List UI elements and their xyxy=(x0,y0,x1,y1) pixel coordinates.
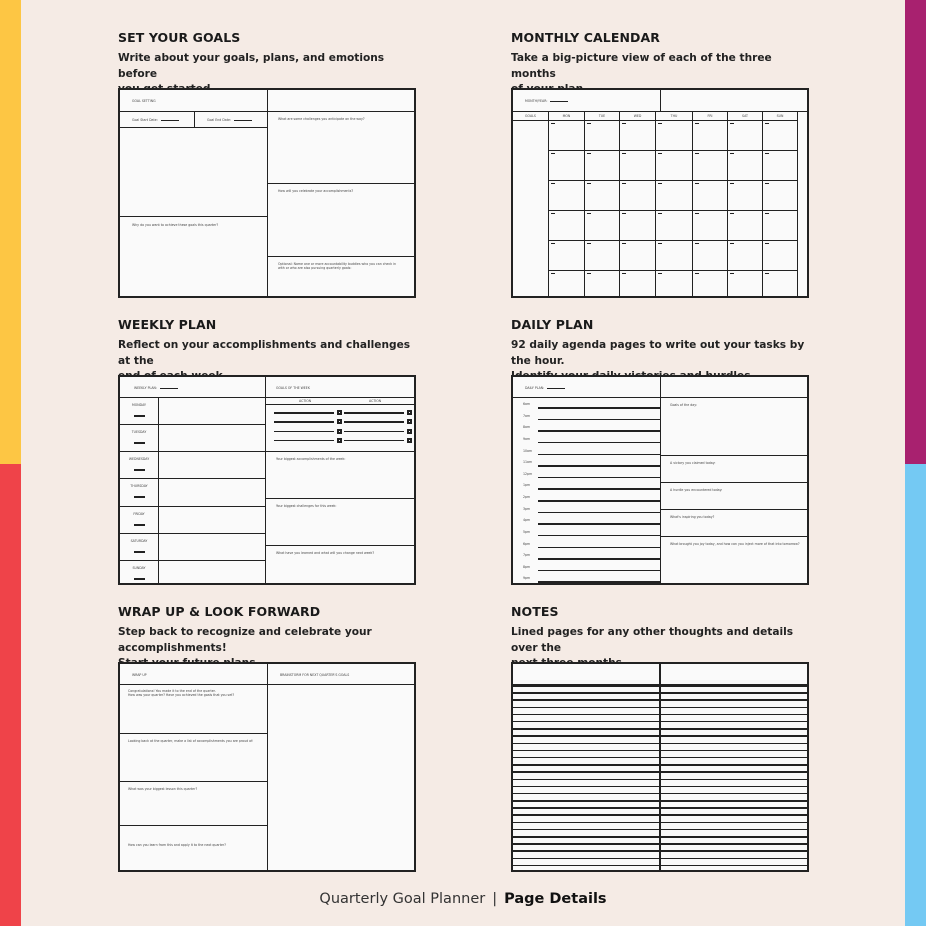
calendar-day-cell xyxy=(584,120,620,151)
accent-stripe-right-top xyxy=(905,0,926,464)
footer-separator: | xyxy=(492,891,498,907)
date-mark xyxy=(622,153,626,154)
calendar-column-header: FRI xyxy=(692,111,728,121)
date-underline xyxy=(134,524,145,526)
hour-label: 3pm xyxy=(523,506,531,511)
note-line xyxy=(513,685,809,687)
hour-label: 9pm xyxy=(523,576,531,581)
date-mark xyxy=(765,273,769,274)
checkbox-icon xyxy=(407,438,412,443)
date-mark xyxy=(587,243,591,244)
date-mark xyxy=(587,213,591,214)
hour-line xyxy=(538,558,660,560)
accomplishments-box: Your biggest accomplishments of the week: xyxy=(265,451,416,499)
date-mark xyxy=(765,153,769,154)
section-monthly-calendar xyxy=(511,31,811,301)
note-line xyxy=(513,858,809,860)
weekday-label-cell: SATURDAY xyxy=(119,533,159,561)
calendar-day-cell xyxy=(655,240,693,271)
action-line xyxy=(274,440,334,442)
hour-line xyxy=(538,477,660,479)
celebrate-box: How will you celebrate your accomplishments? xyxy=(267,183,416,257)
date-underline xyxy=(134,415,145,417)
checkbox-icon xyxy=(407,429,412,434)
note-line xyxy=(513,699,809,701)
victory-box: A victory you claimed today: xyxy=(660,455,809,483)
action-header-row: ACTION ACTION xyxy=(265,397,416,405)
date-mark xyxy=(658,123,662,124)
goal-setting-page-preview xyxy=(118,88,416,298)
calendar-day-cell xyxy=(762,210,798,241)
note-line xyxy=(513,843,809,845)
checkbox-icon xyxy=(337,419,342,424)
footer-label: Page Details xyxy=(504,891,607,907)
note-line xyxy=(513,714,809,716)
note-line xyxy=(513,757,809,759)
date-underline xyxy=(134,496,145,498)
note-line xyxy=(513,822,809,824)
date-underline xyxy=(134,551,145,553)
date-mark xyxy=(695,243,699,244)
hour-label: 6am xyxy=(523,402,531,406)
date-mark xyxy=(551,243,555,244)
hour-label: 10am xyxy=(523,448,533,453)
calendar-day-cell xyxy=(762,120,798,151)
calendar-day-cell xyxy=(727,120,763,151)
calendar-column-header: MON xyxy=(548,111,585,121)
section-wrap-up xyxy=(118,605,438,875)
notes-column-divider xyxy=(659,664,661,872)
date-mark xyxy=(587,183,591,184)
date-mark xyxy=(730,213,734,214)
hour-label: 6pm xyxy=(523,541,531,546)
checkbox-icon xyxy=(337,429,342,434)
action-line xyxy=(274,431,334,433)
hour-line xyxy=(538,535,660,537)
date-underline xyxy=(134,442,145,444)
date-mark xyxy=(695,153,699,154)
date-mark xyxy=(658,273,662,274)
calendar-day-cell xyxy=(619,150,656,181)
calendar-day-cell xyxy=(727,240,763,271)
weekday-notes-cell xyxy=(158,506,266,534)
hour-line xyxy=(538,488,660,490)
hour-label: 4pm xyxy=(523,518,531,523)
challenges-box: What are some challenges you anticipate on the way? xyxy=(267,111,416,184)
hour-line xyxy=(538,512,660,514)
checkbox-icon xyxy=(407,419,412,424)
brainstorm-header-box: BRAINSTORM FOR NEXT QUARTER'S GOALS xyxy=(267,663,416,685)
date-mark xyxy=(658,243,662,244)
calendar-day-cell xyxy=(762,270,798,298)
section-title: WEEKLY PLAN xyxy=(118,317,217,332)
date-mark xyxy=(695,213,699,214)
calendar-day-cell xyxy=(548,150,585,181)
hour-label: 2pm xyxy=(523,495,531,499)
section-set-your-goals xyxy=(118,31,418,301)
learned-box: What have you learned and what will you change next week? xyxy=(265,545,416,585)
date-mark xyxy=(730,123,734,124)
calendar-day-cell xyxy=(655,120,693,151)
date-mark xyxy=(765,213,769,214)
calendar-day-cell xyxy=(655,210,693,241)
section-daily-plan xyxy=(511,318,811,588)
date-underline xyxy=(134,578,145,580)
action-line xyxy=(344,431,404,433)
note-line xyxy=(513,779,809,781)
header-blank-box xyxy=(660,376,809,398)
hour-label: 8pm xyxy=(523,564,531,569)
apply-lesson-box: How can you learn from this and apply it to the next quarter? xyxy=(119,825,268,872)
note-line xyxy=(513,721,809,723)
date-mark xyxy=(551,123,555,124)
hour-label: 8am xyxy=(523,425,531,430)
note-line xyxy=(513,865,809,867)
note-line xyxy=(513,793,809,795)
accent-stripe-left-bottom xyxy=(0,464,21,926)
date-mark xyxy=(551,183,555,184)
goals-area xyxy=(119,127,268,217)
calendar-day-cell xyxy=(584,240,620,271)
header-blank-box xyxy=(660,89,809,112)
goal-setting-header-box: GOAL SETTING xyxy=(119,89,268,112)
hourly-schedule-box xyxy=(512,397,661,585)
notes-header-left xyxy=(512,663,661,685)
date-mark xyxy=(622,243,626,244)
weekday-label-cell: SUNDAY xyxy=(119,560,159,585)
date-mark xyxy=(730,243,734,244)
date-mark xyxy=(622,273,626,274)
calendar-day-cell xyxy=(727,210,763,241)
date-mark xyxy=(551,213,555,214)
date-mark xyxy=(587,153,591,154)
calendar-day-cell xyxy=(584,210,620,241)
wrap-up-page-preview xyxy=(118,662,416,872)
hurdle-box: A hurdle you encountered today: xyxy=(660,482,809,510)
calendar-day-cell xyxy=(619,210,656,241)
goal-end-date-box: Goal End Date: xyxy=(194,111,268,128)
note-line xyxy=(513,692,809,694)
date-mark xyxy=(765,123,769,124)
checkbox-icon xyxy=(337,410,342,415)
date-mark xyxy=(658,183,662,184)
weekday-notes-cell xyxy=(158,560,266,585)
hour-line xyxy=(538,454,660,456)
section-description: Write about your goals, plans, and emotions before xyxy=(118,52,385,80)
action-line xyxy=(344,421,404,423)
accent-stripe-right-bottom xyxy=(905,464,926,926)
notes-page-preview xyxy=(511,662,809,872)
date-underline xyxy=(134,469,145,471)
hour-line xyxy=(538,547,660,549)
calendar-day-cell xyxy=(584,150,620,181)
calendar-column-header: SUN xyxy=(762,111,798,121)
weekday-notes-cell xyxy=(158,397,266,425)
goal-start-date-box: Goal Start Date: xyxy=(119,111,195,128)
section-notes xyxy=(511,605,811,875)
note-line xyxy=(513,814,809,816)
calendar-day-cell xyxy=(619,240,656,271)
calendar-day-cell xyxy=(548,240,585,271)
inspiring-box: What's inspiring you today? xyxy=(660,509,809,537)
calendar-day-cell xyxy=(692,270,728,298)
date-mark xyxy=(695,183,699,184)
calendar-day-cell xyxy=(619,270,656,298)
calendar-day-cell xyxy=(548,210,585,241)
hour-line xyxy=(538,442,660,444)
calendar-day-cell xyxy=(548,120,585,151)
hour-line xyxy=(538,523,660,525)
calendar-day-cell xyxy=(727,180,763,211)
calendar-column-header: SAT xyxy=(727,111,763,121)
weekday-label-cell: FRIDAY xyxy=(119,506,159,534)
calendar-day-cell xyxy=(692,120,728,151)
hour-label: 12pm xyxy=(523,471,533,476)
month-year-header-box: MONTH/YEAR: xyxy=(512,89,661,112)
daily-plan-header-box: DAILY PLAN: xyxy=(512,376,661,398)
hour-label: 9am xyxy=(523,436,531,441)
action-line xyxy=(274,412,334,414)
why-goals-box: Why do you want to achieve these goals this quarter? xyxy=(119,216,268,298)
weekday-label-cell: THURSDAY xyxy=(119,478,159,506)
action-line xyxy=(274,421,334,423)
date-mark xyxy=(695,123,699,124)
date-mark xyxy=(658,153,662,154)
goals-of-week-header-box: GOALS OF THE WEEK xyxy=(265,376,416,398)
date-mark xyxy=(587,273,591,274)
note-line xyxy=(513,728,809,730)
header-blank-box xyxy=(267,89,416,112)
calendar-day-cell xyxy=(584,270,620,298)
calendar-day-cell xyxy=(727,270,763,298)
hour-label: 11am xyxy=(523,460,533,465)
calendar-day-cell xyxy=(584,180,620,211)
hour-line xyxy=(538,430,660,432)
calendar-day-cell xyxy=(762,240,798,271)
calendar-day-cell xyxy=(692,180,728,211)
note-line xyxy=(513,829,809,831)
section-description: 92 daily agenda pages to write out your tasks by the hour. xyxy=(511,339,805,367)
weekly-plan-page-preview xyxy=(118,375,416,585)
checkbox-icon xyxy=(337,438,342,443)
note-line xyxy=(513,771,809,773)
daily-plan-page-preview xyxy=(511,375,809,585)
brainstorm-area xyxy=(267,684,416,872)
quarter-review-box: Congratulations! You made it to the end of the quarter. How was your quarter? Have you achieved the goals that you set? xyxy=(119,684,268,734)
weekday-label-cell: WEDNESDAY xyxy=(119,451,159,479)
accent-stripe-left-top xyxy=(0,0,21,464)
hour-line xyxy=(538,581,660,583)
weekday-label-cell: TUESDAY xyxy=(119,424,159,452)
calendar-day-cell xyxy=(727,150,763,181)
note-line xyxy=(513,707,809,709)
wrap-up-header-box: WRAP UP xyxy=(119,663,268,685)
weekly-plan-header-box: WEEKLY PLAN: xyxy=(119,376,266,398)
section-title: NOTES xyxy=(511,604,559,619)
joy-box: What brought you joy today, and how can you inject more of that into tomorrow? xyxy=(660,536,809,585)
goals-of-day-box: Goals of the day: xyxy=(660,397,809,456)
goals-column xyxy=(512,120,549,298)
calendar-day-cell xyxy=(655,150,693,181)
date-mark xyxy=(765,243,769,244)
date-mark xyxy=(730,273,734,274)
weekday-notes-cell xyxy=(158,424,266,452)
date-mark xyxy=(622,213,626,214)
date-mark xyxy=(730,153,734,154)
hour-line xyxy=(538,500,660,502)
calendar-day-cell xyxy=(619,180,656,211)
accomplishments-list-box: Looking back at the quarter, make a list of accomplishments you are proud of: xyxy=(119,733,268,782)
challenges-box: Your biggest challenges for this week: xyxy=(265,498,416,546)
weekday-notes-cell xyxy=(158,533,266,561)
notes-header-right xyxy=(660,663,809,685)
checkbox-icon xyxy=(407,410,412,415)
date-mark xyxy=(622,123,626,124)
section-title: WRAP UP & LOOK FORWARD xyxy=(118,604,321,619)
note-line xyxy=(513,850,809,852)
section-description: Take a big-picture view of each of the three months xyxy=(511,52,772,80)
note-line xyxy=(513,750,809,752)
calendar-day-cell xyxy=(548,180,585,211)
date-mark xyxy=(658,213,662,214)
weekday-notes-cell xyxy=(158,478,266,506)
hour-label: 7am xyxy=(523,413,531,418)
calendar-day-cell xyxy=(655,180,693,211)
date-mark xyxy=(765,183,769,184)
date-mark xyxy=(551,273,555,274)
section-title: DAILY PLAN xyxy=(511,317,594,332)
section-weekly-plan xyxy=(118,318,418,588)
calendar-day-cell xyxy=(619,120,656,151)
action-list-box xyxy=(265,404,416,452)
note-line xyxy=(513,735,809,737)
calendar-column-header: WED xyxy=(619,111,656,121)
weekday-label-cell: MONDAY xyxy=(119,397,159,425)
date-mark xyxy=(587,123,591,124)
note-line xyxy=(513,764,809,766)
section-description: Step back to recognize and celebrate your accomplishments! xyxy=(118,626,372,654)
calendar-day-cell xyxy=(762,150,798,181)
note-line xyxy=(513,800,809,802)
calendar-day-cell xyxy=(692,240,728,271)
accountability-box: Optional: Name one or more accountability buddies who you can check in with or who are also pursuing quarterly goals: xyxy=(267,256,416,298)
section-description: Reflect on your accomplishments and challenges at the xyxy=(118,339,411,367)
calendar-day-cell xyxy=(655,270,693,298)
hour-line xyxy=(538,407,660,409)
calendar-day-cell xyxy=(692,150,728,181)
section-description: Lined pages for any other thoughts and details over the xyxy=(511,626,794,654)
calendar-column-header: GOALS xyxy=(512,111,549,121)
calendar-column-header: TUE xyxy=(584,111,620,121)
section-title: MONTHLY CALENDAR xyxy=(511,30,661,45)
weekday-notes-cell xyxy=(158,451,266,479)
action-line xyxy=(344,440,404,442)
hour-line xyxy=(538,419,660,421)
note-line xyxy=(513,786,809,788)
calendar-day-cell xyxy=(762,180,798,211)
product-name: Quarterly Goal Planner xyxy=(319,891,486,907)
monthly-calendar-page-preview xyxy=(511,88,809,298)
date-mark xyxy=(695,273,699,274)
section-title: SET YOUR GOALS xyxy=(118,30,241,45)
note-line xyxy=(513,743,809,745)
date-mark xyxy=(551,153,555,154)
lesson-box: What was your biggest lesson this quarter? xyxy=(119,781,268,826)
note-line xyxy=(513,836,809,838)
date-mark xyxy=(622,183,626,184)
calendar-day-cell xyxy=(548,270,585,298)
hour-label: 7pm xyxy=(523,553,531,558)
date-mark xyxy=(730,183,734,184)
note-line xyxy=(513,807,809,809)
hour-label: 5pm xyxy=(523,529,531,534)
action-line xyxy=(344,412,404,414)
calendar-column-header: THU xyxy=(655,111,693,121)
hour-label: 1pm xyxy=(523,483,531,488)
footer xyxy=(0,891,926,907)
calendar-day-cell xyxy=(692,210,728,241)
hour-line xyxy=(538,465,660,467)
hour-line xyxy=(538,570,660,572)
